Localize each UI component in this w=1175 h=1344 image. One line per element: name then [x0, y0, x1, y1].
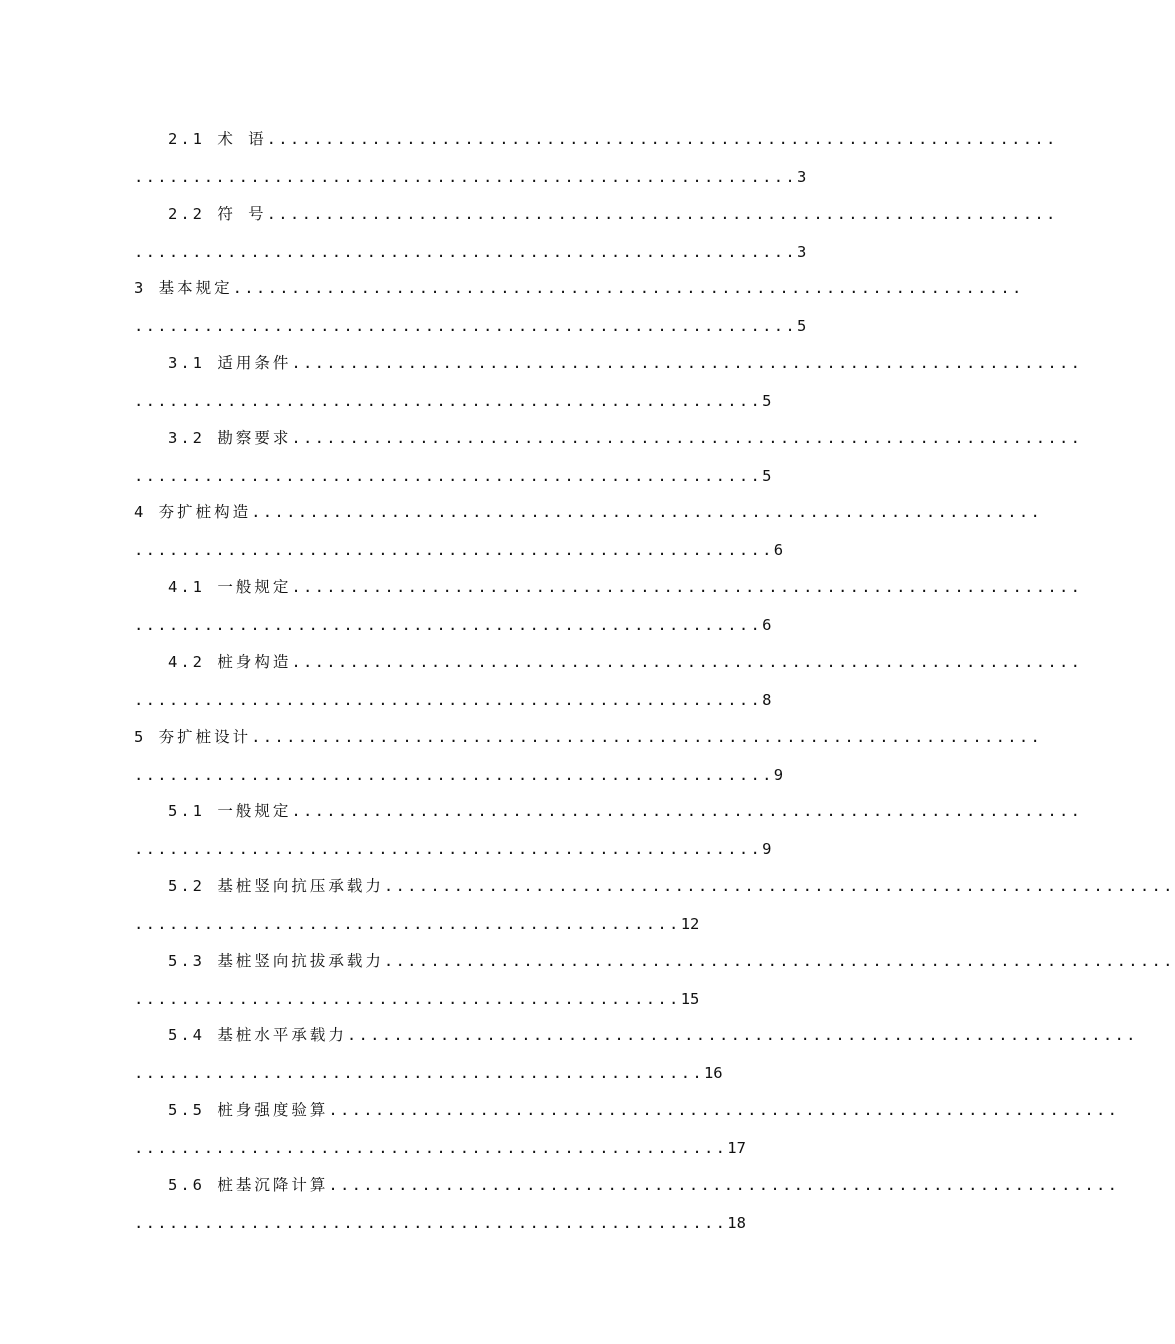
toc-page-number: 5	[762, 466, 772, 485]
toc-entry-title: 5.4 基桩水平承载力	[168, 1026, 347, 1045]
toc-page-number: 12	[680, 914, 700, 933]
toc-entry[interactable]	[134, 722, 1043, 797]
toc-leader-dots: ......................................................	[134, 392, 763, 411]
table-of-contents	[134, 124, 1175, 1244]
toc-leader-dots: ....................................................................	[291, 578, 1083, 597]
toc-entry-title: 5 夯扩桩设计	[134, 727, 252, 746]
toc-page-number: 3	[797, 242, 807, 261]
toc-leader-dots: ....................................................................	[291, 428, 1083, 447]
toc-entry-title: 3 基本规定	[134, 279, 233, 298]
toc-entry[interactable]	[134, 199, 1058, 274]
toc-leader-dots: .................................................	[134, 1064, 704, 1083]
toc-leader-dots: ...............................................	[134, 989, 681, 1008]
toc-page-number: 18	[727, 1213, 746, 1232]
toc-entry[interactable]	[134, 497, 1043, 572]
toc-leader-dots: ....................................................................	[266, 130, 1058, 148]
toc-leader-dots: .......................................................	[134, 765, 774, 784]
toc-page-number: 17	[727, 1138, 746, 1157]
toc-leader-dots: ....................................................................	[291, 652, 1083, 671]
toc-page-number: 6	[773, 541, 784, 560]
toc-entry[interactable]	[134, 423, 1083, 498]
toc-leader-dots: ....................................................................	[346, 1026, 1138, 1045]
toc-page-number: 5	[797, 317, 807, 336]
toc-entry-title: 5.6 桩基沉降计算	[168, 1175, 329, 1194]
toc-leader-dots: ....................................................................	[328, 1100, 1120, 1119]
toc-entry[interactable]	[134, 1095, 1120, 1170]
toc-leader-dots: .........................................................	[134, 168, 798, 186]
toc-entry-title: 2.2 符 号	[168, 204, 267, 223]
toc-entry-title: 4.1 一般规定	[168, 578, 292, 597]
toc-entry[interactable]	[134, 348, 1083, 423]
toc-entry-title: 5.5 桩身强度验算	[168, 1100, 329, 1119]
toc-leader-dots: ......................................................	[134, 840, 763, 859]
toc-leader-dots: ....................................................................	[383, 951, 1175, 970]
toc-entry-title: 2.1 术 语	[168, 130, 267, 148]
toc-leader-dots: ....................................................................	[383, 876, 1175, 895]
toc-entry[interactable]	[134, 273, 1024, 348]
toc-leader-dots: .........................................................	[134, 317, 798, 336]
toc-leader-dots: ....................................................................	[251, 503, 1043, 522]
toc-page-number: 9	[773, 765, 784, 784]
toc-entry[interactable]	[134, 871, 1175, 946]
toc-entry-title: 5.3 基桩竖向抗拔承载力	[168, 951, 384, 970]
toc-leader-dots: ...............................................	[134, 914, 681, 933]
toc-entry-title: 4 夯扩桩构造	[134, 503, 252, 522]
toc-entry-title: 3.1 适用条件	[168, 354, 292, 373]
toc-page-number: 5	[762, 392, 772, 411]
toc-entry[interactable]	[134, 572, 1083, 647]
toc-leader-dots: ....................................................................	[251, 727, 1043, 746]
toc-leader-dots: ....................................................................	[266, 204, 1058, 223]
toc-page-number: 6	[762, 616, 772, 635]
toc-entry[interactable]	[134, 124, 1058, 199]
toc-entry[interactable]	[134, 946, 1175, 1021]
toc-entry-title: 4.2 桩身构造	[168, 652, 292, 671]
toc-page-number: 16	[703, 1064, 723, 1083]
toc-entry-title: 3.2 勘察要求	[168, 428, 292, 447]
toc-entry[interactable]	[134, 796, 1083, 871]
toc-leader-dots: ......................................................	[134, 690, 763, 709]
toc-entry[interactable]	[134, 1170, 1120, 1245]
toc-leader-dots: ....................................................................	[291, 802, 1083, 821]
toc-leader-dots: ......................................................	[134, 466, 763, 485]
toc-page-number: 3	[797, 168, 807, 186]
toc-leader-dots: .........................................................	[134, 242, 798, 261]
toc-entry[interactable]	[134, 1020, 1138, 1095]
toc-leader-dots: ....................................................................	[232, 279, 1024, 298]
toc-entry[interactable]	[134, 647, 1083, 722]
toc-leader-dots: ......................................................	[134, 616, 763, 635]
toc-entry-title: 5.2 基桩竖向抗压承载力	[168, 876, 384, 895]
toc-entry-title: 5.1 一般规定	[168, 802, 292, 821]
toc-leader-dots: ....................................................................	[291, 354, 1083, 373]
toc-page-number: 15	[680, 989, 700, 1008]
toc-page-number: 8	[762, 690, 772, 709]
toc-leader-dots: .......................................................	[134, 541, 774, 560]
toc-leader-dots: ...................................................	[134, 1213, 728, 1232]
toc-page-number: 9	[762, 840, 772, 859]
toc-leader-dots: ....................................................................	[328, 1175, 1120, 1194]
toc-leader-dots: ...................................................	[134, 1138, 728, 1157]
